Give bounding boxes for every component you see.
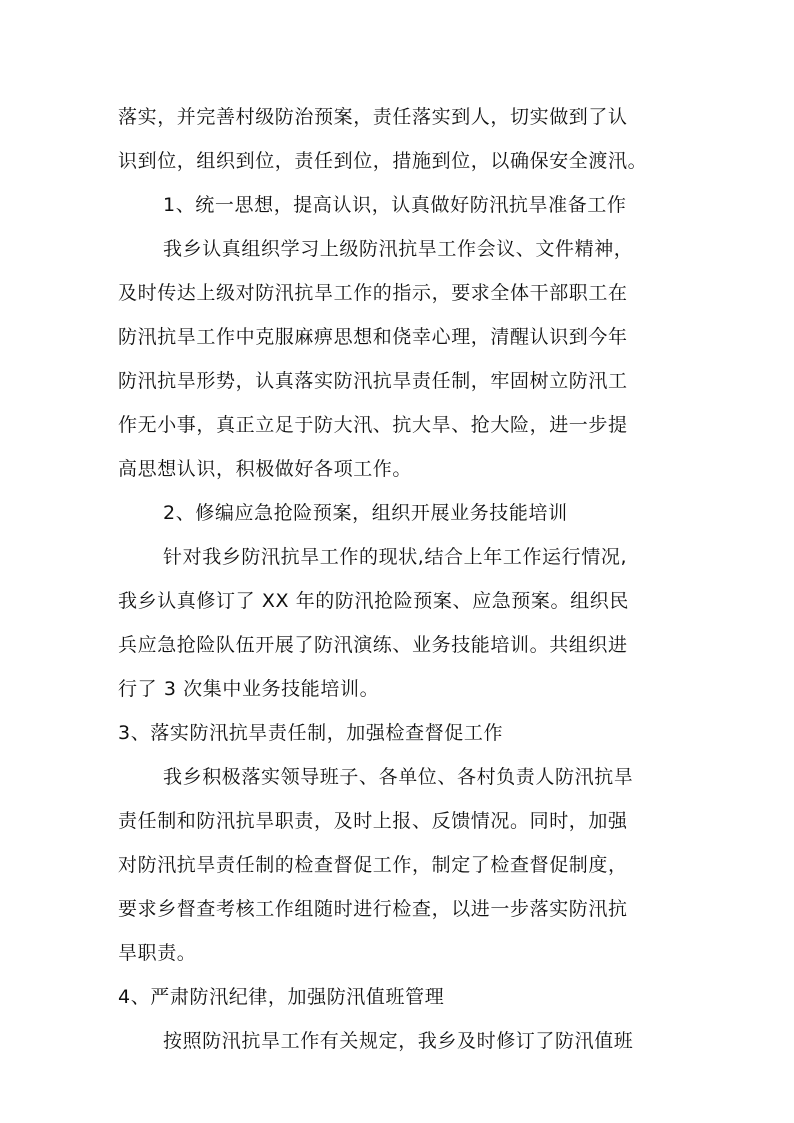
body-text-line: 旱职责。 bbox=[118, 942, 197, 964]
body-text-line: 防汛抗旱形势，认真落实防汛抗旱责任制，牢固树立防汛工 bbox=[118, 370, 628, 392]
body-text-line: 兵应急抢险队伍开展了防汛演练、业务技能培训。共组织进 bbox=[118, 634, 628, 656]
body-text-line: 要求乡督查考核工作组随时进行检查，以进一步落实防汛抗 bbox=[118, 898, 628, 920]
body-text-line: 按照防汛抗旱工作有关规定，我乡及时修订了防汛值班 bbox=[163, 1030, 634, 1052]
section-heading: 4、严肃防汛纪律，加强防汛值班管理 bbox=[118, 986, 445, 1008]
body-text-line: 责任制和防汛抗旱职责，及时上报、反馈情况。同时，加强 bbox=[118, 810, 628, 832]
body-text-line: 行了 3 次集中业务技能培训。 bbox=[118, 678, 380, 700]
body-text-line: 我乡积极落实领导班子、各单位、各村负责人防汛抗旱 bbox=[163, 766, 634, 788]
body-text-line: 高思想认识，积极做好各项工作。 bbox=[118, 458, 413, 480]
section-heading: 3、落实防汛抗旱责任制，加强检查督促工作 bbox=[118, 722, 504, 744]
body-text-line: 防汛抗旱工作中克服麻痹思想和侥幸心理，清醒认识到今年 bbox=[118, 326, 628, 348]
body-text-line: 落实，并完善村级防治预案，责任落实到人，切实做到了认 bbox=[118, 106, 628, 128]
section-heading: 2、修编应急抢险预案，组织开展业务技能培训 bbox=[163, 502, 568, 524]
body-text-line: 我乡认真修订了 XX 年的防汛抢险预案、应急预案。组织民 bbox=[118, 590, 629, 612]
section-heading: 1、统一思想，提高认识，认真做好防汛抗旱准备工作 bbox=[163, 194, 627, 216]
body-text-line: 对防汛抗旱责任制的检查督促工作，制定了检查督促制度， bbox=[118, 854, 628, 876]
body-text-line: 及时传达上级对防汛抗旱工作的指示，要求全体干部职工在 bbox=[118, 282, 628, 304]
body-text-line: 我乡认真组织学习上级防汛抗旱工作会议、文件精神， bbox=[163, 238, 634, 260]
body-text-line: 识到位，组织到位，责任到位，措施到位，以确保安全渡汛。 bbox=[118, 150, 648, 172]
body-text-line: 作无小事，真正立足于防大汛、抗大旱、抢大险，进一步提 bbox=[118, 414, 628, 436]
body-text-line: 针对我乡防汛抗旱工作的现状,结合上年工作运行情况, bbox=[163, 546, 628, 568]
